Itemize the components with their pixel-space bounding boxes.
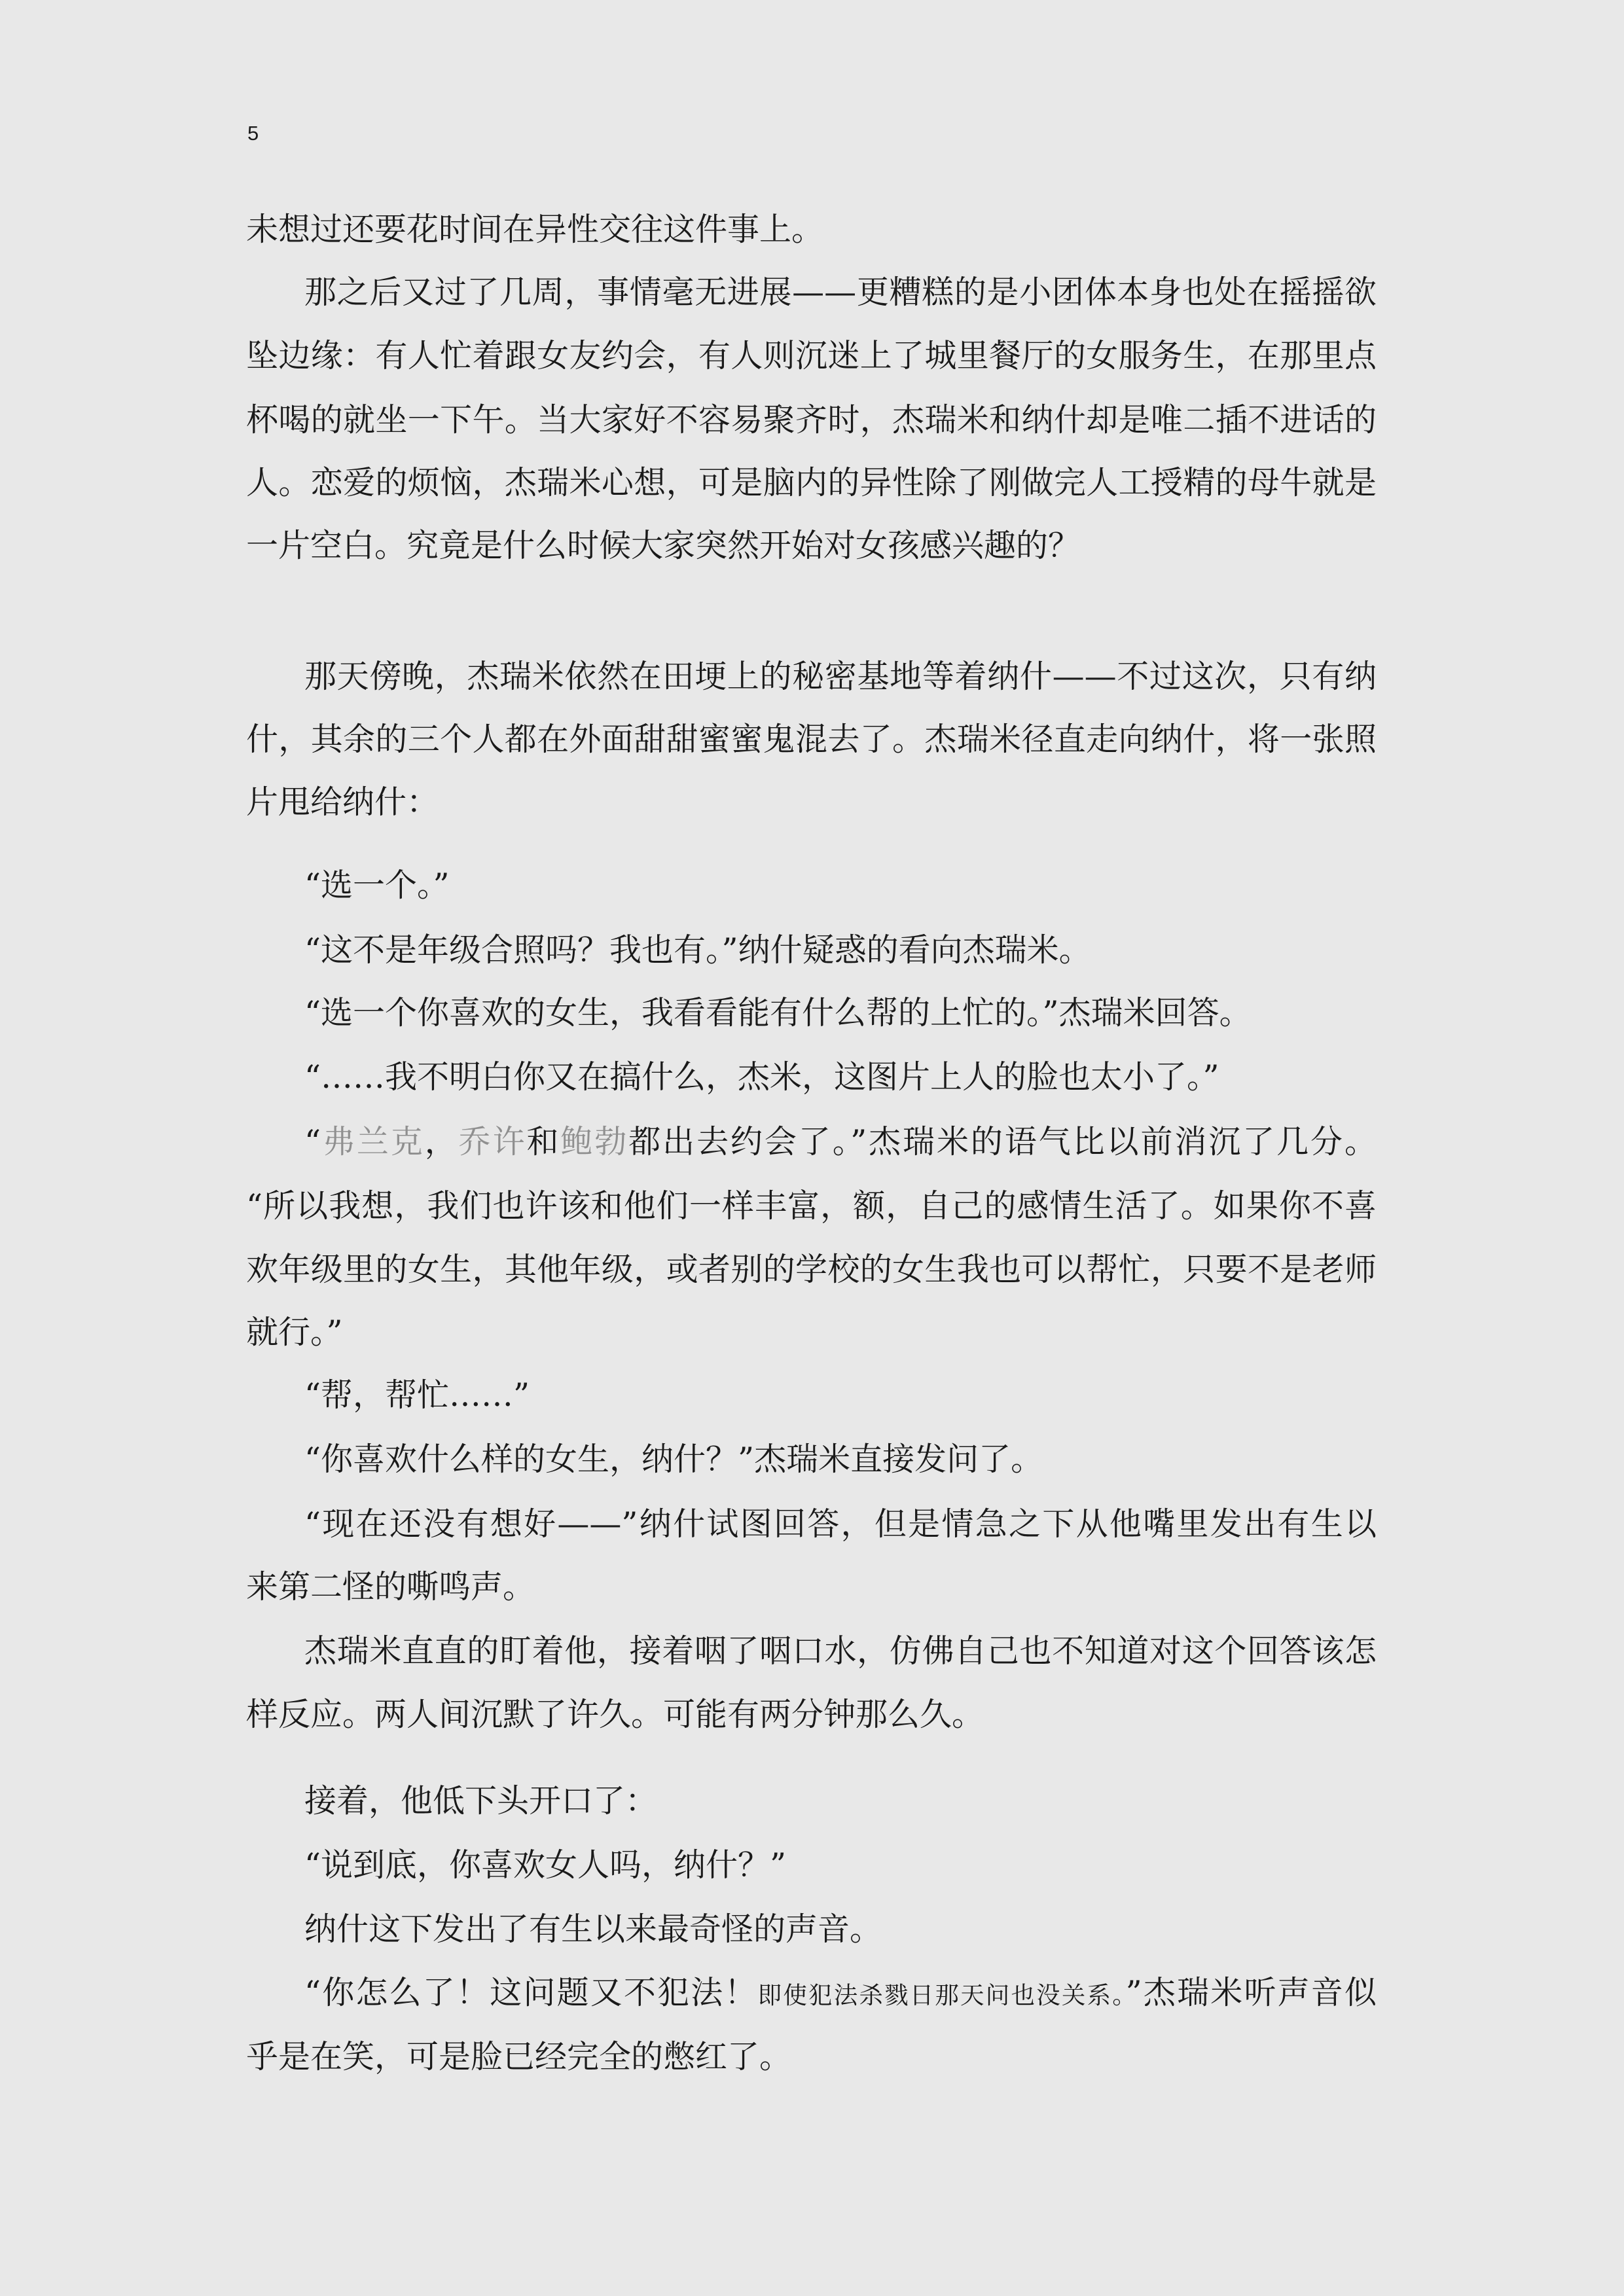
dialogue-line [304, 1122, 1377, 1162]
text-line: 那天傍晚，杰瑞米依然在田埂上的秘密基地等着纳什——不过这次，只有纳 [304, 658, 1377, 695]
text-line: 坠边缘：有人忙着跟女友约会，有人则沉迷上了城里餐厅的女服务生，在那里点 [246, 337, 1377, 374]
text-line: 未想过还要花时间在异性交往这件事上。 [246, 211, 824, 248]
text-line: “所以我想，我们也许该和他们一样丰富，额，自己的感情生活了。如果你不喜 [246, 1187, 1377, 1225]
dialogue-line: “选一个。” [304, 867, 450, 904]
text-line: 人。恋爱的烦恼，杰瑞米心想，可是脑内的异性除了刚做完人工授精的母牛就是 [246, 464, 1377, 501]
dialogue-line: “帮，帮忙……” [304, 1376, 530, 1414]
dialogue-text: ”杰瑞米听声音似 [1125, 1974, 1377, 2011]
text-line: 那之后又过了几周，事情毫无进展——更糟糕的是小团体本身也处在摇摇欲 [304, 274, 1377, 311]
text-line: 一片空白。究竟是什么时候大家突然开始对女孩感兴趣的？ [246, 527, 1081, 564]
text-line: 乎是在笑，可是脸已经完全的憋红了。 [246, 2038, 792, 2075]
text-line: 杯喝的就坐一下午。当大家好不容易聚齐时，杰瑞米和纳什却是唯二插不进话的 [246, 401, 1377, 439]
dialogue-line [304, 1973, 1377, 2013]
dialogue-text: “你怎么了！这问题又不犯法！ [304, 1974, 758, 2011]
text-line: 什，其余的三个人都在外面甜甜蜜蜜鬼混去了。杰瑞米径直走向纳什，将一张照 [246, 721, 1377, 758]
dialogue-line: “你喜欢什么样的女生，纳什？”杰瑞米直接发问了。 [304, 1441, 1043, 1478]
text-line: 杰瑞米直直的盯着他，接着咽了咽口水，仿佛自己也不知道对这个回答该怎 [304, 1632, 1377, 1670]
dialogue-line: “这不是年级合照吗？我也有。”纳什疑惑的看向杰瑞米。 [304, 931, 1091, 969]
text-line: 样反应。两人间沉默了许久。可能有两分钟那么久。 [246, 1696, 984, 1733]
dialogue-line: “说到底，你喜欢女人吗，纳什？” [304, 1846, 787, 1884]
conjunction: 和 [526, 1123, 561, 1160]
character-name: 乔许 [458, 1123, 527, 1160]
character-name: 鲍勃 [560, 1123, 629, 1160]
dialogue-line: “……我不明白你又在搞什么，杰米，这图片上人的脸也太小了。” [304, 1058, 1219, 1096]
text-line: 就行。” [246, 1314, 343, 1351]
character-name: 弗兰克 [321, 1123, 425, 1160]
punctuation: ， [424, 1123, 459, 1160]
page-number: 5 [247, 122, 259, 145]
quote-mark: “ [304, 1123, 321, 1160]
dialogue-line: “选一个你喜欢的女生，我看看能有什么帮的上忙的。”杰瑞米回答。 [304, 994, 1252, 1031]
text-line: 来第二怪的嘶鸣声。 [246, 1568, 535, 1605]
text-line: 纳什这下发出了有生以来最奇怪的声音。 [304, 1910, 882, 1948]
text-line: 欢年级里的女生，其他年级，或者别的学校的女生我也可以帮忙，只要不是老师 [246, 1251, 1377, 1288]
text-line: 片甩给纳什： [246, 783, 439, 821]
aside-text: 即使犯法杀戮日那天问也没关系。 [757, 1981, 1126, 2009]
text-line: 接着，他低下头开口了： [304, 1782, 658, 1820]
dialogue-text: 都出去约会了。”杰瑞米的语气比以前消沉了几分。 [628, 1123, 1377, 1160]
dialogue-line: “现在还没有想好——”纳什试图回答，但是情急之下从他嘴里发出有生以 [304, 1505, 1377, 1543]
